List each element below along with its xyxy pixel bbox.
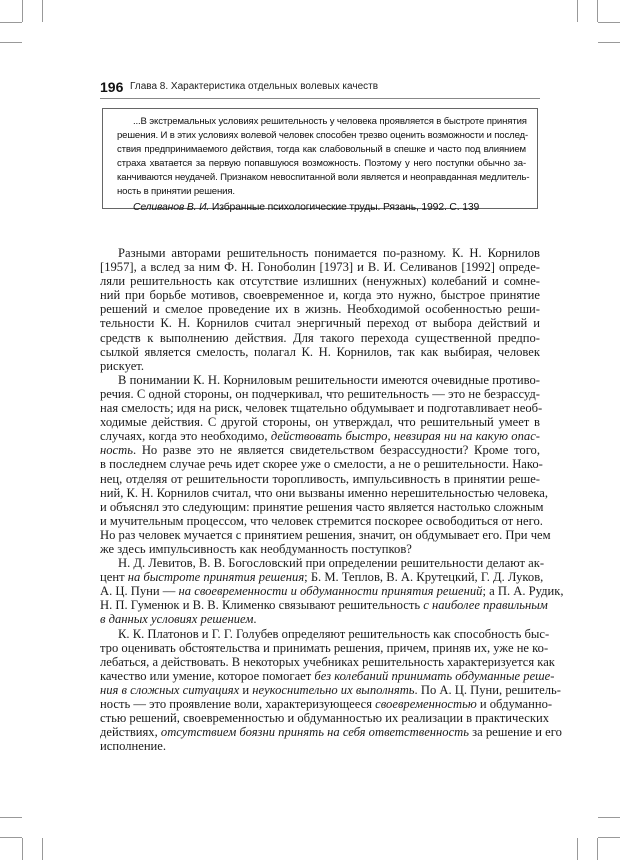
crop-mark <box>577 0 578 22</box>
text-line <box>100 640 549 655</box>
text-segment: тельности К. Н. Корнилов считал энергичный переход от выбора действий и <box>100 316 540 331</box>
text-line <box>100 499 544 514</box>
crop-mark <box>42 838 43 860</box>
crop-mark <box>22 0 23 22</box>
text-segment: Но раз человек мучается с принятием решения, значит, он обдумывает его. При чем <box>100 527 551 542</box>
chapter-title: Глава 8. Характеристика отдельных волевых качеств <box>130 81 379 92</box>
text-line <box>100 246 540 260</box>
text-line <box>100 626 550 641</box>
text-segment: качество или умение, которое помогает <box>100 668 315 683</box>
text-line <box>100 725 562 740</box>
crop-mark <box>597 838 598 860</box>
text-segment: стью решений, своевременностью и обдуманностью их реализации в практических <box>100 711 550 726</box>
crop-mark <box>0 837 22 838</box>
text-segment: ходимые действия. С другой стороны, он утверждал, что решительный умеет в <box>100 415 540 430</box>
crop-mark <box>0 817 22 818</box>
text-segment: А. Ц. Пуни — <box>100 584 179 599</box>
quote-line: решения. И в этих условиях волевой человек способен трезво оценить возможности и послед- <box>117 130 529 141</box>
text-segment: речия. С одной стороны, он подчеркивал, что решительность — это не безрассуд- <box>100 386 540 401</box>
running-header <box>100 78 540 99</box>
text-line <box>100 359 540 373</box>
text-line <box>100 331 540 345</box>
text-line <box>100 556 545 571</box>
text-line <box>100 472 540 486</box>
italic-emphasis: неукоснительно их выполнять <box>252 682 415 697</box>
crop-mark <box>42 0 43 22</box>
text-segment: ность — это проявление воли, характеризующееся <box>100 697 376 711</box>
crop-mark <box>0 42 22 43</box>
text-segment: . <box>253 612 257 627</box>
text-segment: . Но разве это не является свидетельством безрассудности? Кроме того, <box>132 443 540 458</box>
text-segment: Н. Д. Левитов, В. В. Богословский при определении решительности делают ак- <box>118 556 545 571</box>
text-segment: и мучительным процессом, что человек стремится поскорее освободиться от него. <box>100 513 543 528</box>
italic-emphasis: отсутствием боязни принять на себя ответственность <box>160 725 470 740</box>
quote-citation <box>133 201 526 215</box>
crop-mark <box>22 838 23 860</box>
text-line <box>100 513 543 528</box>
quote-line: канчиваются неудачей. Признаком невоспитанной воли является и неоправданная медлитель- <box>117 172 530 183</box>
quote-line: страха хватается за первую попавшуюся возможность. Поэтому у него поступки обычно за- <box>117 158 526 169</box>
crop-mark <box>598 817 620 818</box>
quote-line: ствия предпринимаемого действия, тогда как слабовольный в спешке и часто под влиянием <box>117 144 526 155</box>
crop-mark <box>598 22 620 23</box>
text-segment: и обдуманно- <box>476 697 553 711</box>
text-line <box>100 373 540 387</box>
text-segment: рискует. <box>100 358 144 373</box>
text-line <box>100 302 540 316</box>
text-line <box>100 584 564 599</box>
italic-emphasis: своевременностью <box>375 697 477 711</box>
text-segment: случаях, когда это необходимо, <box>100 429 271 444</box>
text-segment: В понимании К. Н. Корниловым решительности имеются очевидные противо- <box>118 372 540 387</box>
text-line <box>100 443 540 457</box>
text-segment: в последнем случае речь идет скорее уже о смелости, а не о решительности. Нако- <box>100 457 543 472</box>
text-line <box>100 415 540 429</box>
body-text <box>100 246 564 754</box>
text-line <box>100 654 555 669</box>
text-segment: и объяснял это следующим: принятие решения часто является настолько сложным <box>100 499 544 514</box>
quote-line: ...В экстремальных условиях решительность у человека проявляется в быстроте принятия <box>133 116 527 127</box>
text-segment: лебаться, а действовать. В некоторых учебниках решительность характеризуется как <box>100 654 555 669</box>
text-line <box>100 345 540 359</box>
text-segment: за решение и его <box>469 725 562 740</box>
text-segment: исполнение. <box>100 739 167 754</box>
text-line <box>100 668 555 683</box>
text-segment: ная смелость; идя на риск, человек тщательно обдумывает и подготавливает необ- <box>100 401 543 416</box>
crop-mark <box>0 22 22 23</box>
text-line <box>100 429 540 443</box>
text-line <box>100 739 540 753</box>
text-line <box>100 542 540 556</box>
text-segment: действиях, <box>100 725 161 740</box>
text-segment: сылкой является смелость, полагал К. Н. Корнилов, так как выбирая, человек <box>100 344 540 359</box>
text-segment: тро оценивать обстоятельства и принимать решения, причем, приняв их, уже не ко- <box>100 640 549 655</box>
text-line <box>100 457 543 472</box>
text-segment: же здесь импульсивность как необдуманность поступков? <box>100 541 412 556</box>
text-segment: ляли решительность как отсутствие излишних (ненужных) колебаний и сомне- <box>100 274 540 289</box>
text-segment: решений и смелое проведение их в жизнь. Необходимой особенностью реши- <box>100 302 540 317</box>
page-number: 196 <box>100 79 124 95</box>
italic-emphasis: действовать быстро, невзирая ни на какую опас- <box>270 429 540 444</box>
text-line <box>100 387 540 401</box>
crop-mark <box>597 0 598 22</box>
text-line <box>100 401 543 416</box>
italic-emphasis: на своевременности и обдуманности принятия решений <box>178 584 483 599</box>
text-line <box>100 288 540 302</box>
text-segment: ; Б. М. Теплов, В. А. Крутецкий, Г. Д. Луков, <box>304 570 544 585</box>
text-line <box>100 485 548 500</box>
text-segment: Разными авторами решительность понимается по-разному. К. Н. Корнилов <box>118 246 540 260</box>
text-line <box>100 612 540 626</box>
text-segment: ний при борьбе мотивов, своевременное и, когда это нужно, быстрое принятие <box>100 288 540 303</box>
italic-emphasis: ность <box>100 443 133 458</box>
text-segment: цент <box>100 570 128 585</box>
text-line <box>100 527 551 542</box>
text-line <box>100 316 540 330</box>
text-segment: нец, отделяя от решительности торопливость, импульсивность в принятии реше- <box>100 471 540 486</box>
crop-mark <box>577 838 578 860</box>
text-segment: [1957], а вслед за ним Ф. Н. Гоноболин [1973] и В. И. Селиванов [1992] опреде- <box>100 260 540 275</box>
text-segment: ; а П. А. Рудик, <box>482 584 564 599</box>
text-line <box>100 570 544 585</box>
text-segment: и <box>239 682 253 697</box>
text-line <box>100 682 561 697</box>
text-line <box>100 711 550 726</box>
text-segment: К. К. Платонов и Г. Г. Голубев определяют решительность как способность быс- <box>118 626 550 641</box>
epigraph-quote-box <box>102 108 538 213</box>
crop-mark <box>598 42 620 43</box>
quote-line: ность в принятии решения. <box>117 186 235 197</box>
text-segment: ний, К. Н. Корнилов считал, что они вызваны именно нерешительностью человека, <box>100 485 548 500</box>
text-segment: средств к выполнению действия. Для такого перехода существенной предпо- <box>100 330 540 345</box>
italic-emphasis: с наиболее правильным <box>423 598 548 613</box>
text-line <box>100 697 553 711</box>
text-line <box>100 598 548 613</box>
text-segment: . По А. Ц. Пуни, решитель- <box>414 682 561 697</box>
italic-emphasis: ния в сложных ситуациях <box>100 682 240 697</box>
crop-mark <box>598 837 620 838</box>
italic-emphasis: на быстроте принятия решения <box>127 570 305 585</box>
italic-emphasis: в данных условиях решением <box>100 612 254 627</box>
text-line <box>100 274 540 288</box>
italic-emphasis: без колебаний принимать обдуманные реше- <box>314 668 555 683</box>
citation-author: Селиванов В. И. <box>133 202 210 213</box>
citation-source: Избранные психологические труды. Рязань, 1992. С. 139 <box>209 202 480 213</box>
text-line <box>100 260 540 274</box>
text-segment: Н. П. Гуменюк и В. В. Клименко связывают решительность <box>100 598 424 613</box>
